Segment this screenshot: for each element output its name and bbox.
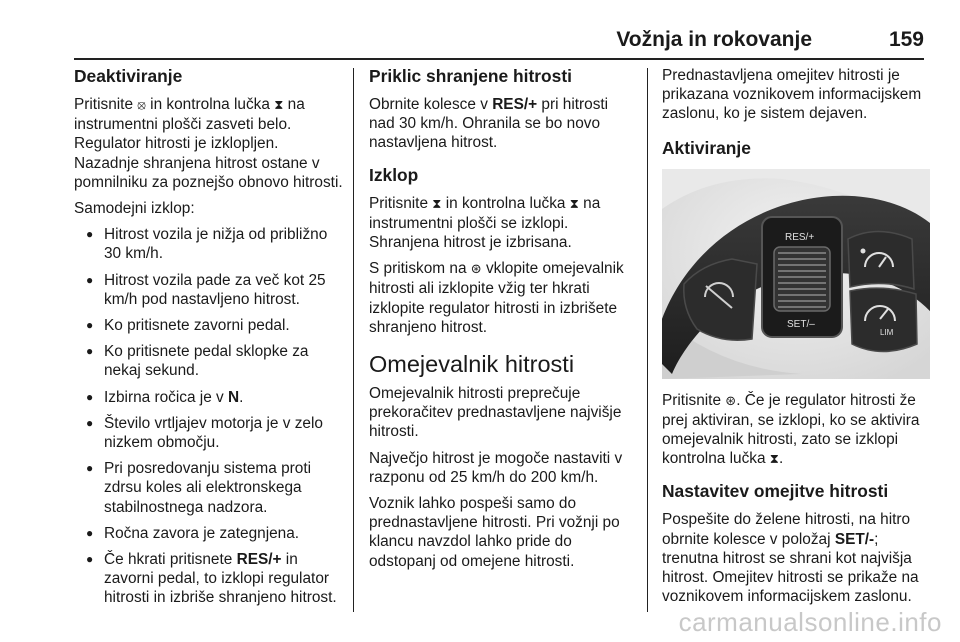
cruise-indicator-icon: ⧗: [569, 196, 579, 212]
page-title: Vožnja in rokovanje: [616, 28, 812, 51]
list-item: ● Hitrost vozila pade za več kot 25 km/h pod nastavljeno hitrost.: [74, 271, 344, 309]
heading-omejevalnik: Omejevalnik hitrosti: [369, 351, 575, 378]
paragraph: Pritisnite ⦻ in kontrolna lučka ⧗ na instrumentni plošči zasveti belo. Regulator hitrosti je izklopljen. Nazadnje shranjena hitrost ostane v pomnilniku za poznejšo obnovo hitrosti.: [74, 96, 343, 191]
heading-priklic: Priklic shranjene hitrosti: [369, 66, 572, 86]
list-item: ● Če hkrati pritisnete RES/+ in zavorni pedal, to izklopi regulator hitrosti in izbriše shranjeno hitrost.: [74, 550, 344, 608]
heading-deaktiviranje: Deaktiviranje: [74, 66, 183, 86]
column-divider: [353, 68, 354, 612]
heading-aktiviranje: Aktiviranje: [662, 137, 751, 158]
lim-label: LIM: [880, 327, 894, 337]
list-item: ● Ko pritisnete zavorni pedal.: [74, 316, 344, 335]
paragraph: S pritiskom na ⊛ vklopite omejevalnik hitrosti ali izklopite vžig ter hkrati izklopite regulator hitrosti in izbrišete shranjeno hitrost.: [369, 260, 624, 336]
paragraph: Pritisnite ⧗ in kontrolna lučka ⧗ na instrumentni plošči se izklopi. Shranjena hitrost je izbrisana.: [369, 194, 601, 252]
cruise-indicator-icon: ⧗: [274, 98, 284, 113]
paragraph: Obrnite kolesce v RES/+ pri hitrosti nad 30 km/h. Ohranila se bo novo nastavljena hitrost.: [369, 96, 609, 152]
cruise-off-icon: ⦻: [137, 98, 146, 113]
list-item: ● Ko pritisnete pedal sklopke za nekaj sekund.: [74, 342, 344, 380]
paragraph: Prednastavljena omejitev hitrosti je prikazana voznikovem informacijskem zaslonu, ko je sistem dejaven.: [662, 67, 922, 123]
paragraph: Omejevalnik hitrosti preprečuje prekoračitev prednastavljene najvišje hitrosti.: [369, 385, 622, 441]
page-number: 159: [888, 28, 924, 51]
list-item: ● Število vrtljajev motorja je v zelo nizkem območju.: [74, 414, 344, 452]
paragraph: Največjo hitrost je mogoče nastaviti v razponu od 25 km/h do 200 km/h.: [369, 449, 623, 486]
list-item: ● Hitrost vozila je nižja od približno 30 km/h.: [74, 225, 344, 263]
bullet-list: [74, 225, 344, 607]
speed-limiter-icon: ⊛: [470, 262, 482, 278]
res-label: RES/+: [785, 231, 815, 243]
speed-limiter-icon: ⊛: [725, 393, 737, 409]
paragraph: Pritisnite ⊛. Če je regulator hitrosti že prej aktiviran, se izklopi, ko se aktivira omejevalnik hitrosti, zato se izklopi kontrolna lučka ⧗.: [662, 391, 920, 468]
column-2: [369, 66, 635, 578]
heading-izklop: Izklop: [369, 164, 419, 185]
list-item: ● Ročna zavora je zategnjena.: [74, 524, 344, 543]
paragraph: Pospešite do želene hitrosti, na hitro obrnite kolesce v položaj SET/-; trenutna hitrost se shrani kot najvišja hitrost. Omejitev hitrosti se prikaže na voznikovem informacijskem zaslonu.: [662, 511, 919, 606]
cruise-indicator-icon: ⧗: [769, 452, 779, 468]
set-label: SET/–: [787, 318, 815, 330]
page-header: [74, 22, 924, 60]
steering-wheel-controls-photo: [662, 169, 930, 379]
watermark: carmanualsonline.info: [678, 607, 942, 637]
list-item: ● Pri posredovanju sistema proti zdrsu koles ali elektronskega stabilnostnega nadzora.: [74, 459, 344, 517]
list-item: ● Izbirna ročica je v N.: [74, 388, 344, 407]
column-3: [662, 66, 930, 613]
heading-nastavitev: Nastavitev omejitve hitrosti: [662, 481, 889, 502]
column-divider: [647, 68, 648, 612]
paragraph: Voznik lahko pospeši samo do prednastavljene hitrosti. Pri vožnji po klancu navzdol lahko pride do odstopanj od omejene hitrosti.: [369, 495, 620, 570]
column-1: [74, 66, 344, 615]
paragraph: Samodejni izklop:: [74, 200, 195, 218]
cruise-indicator-icon: ⧗: [432, 196, 442, 212]
